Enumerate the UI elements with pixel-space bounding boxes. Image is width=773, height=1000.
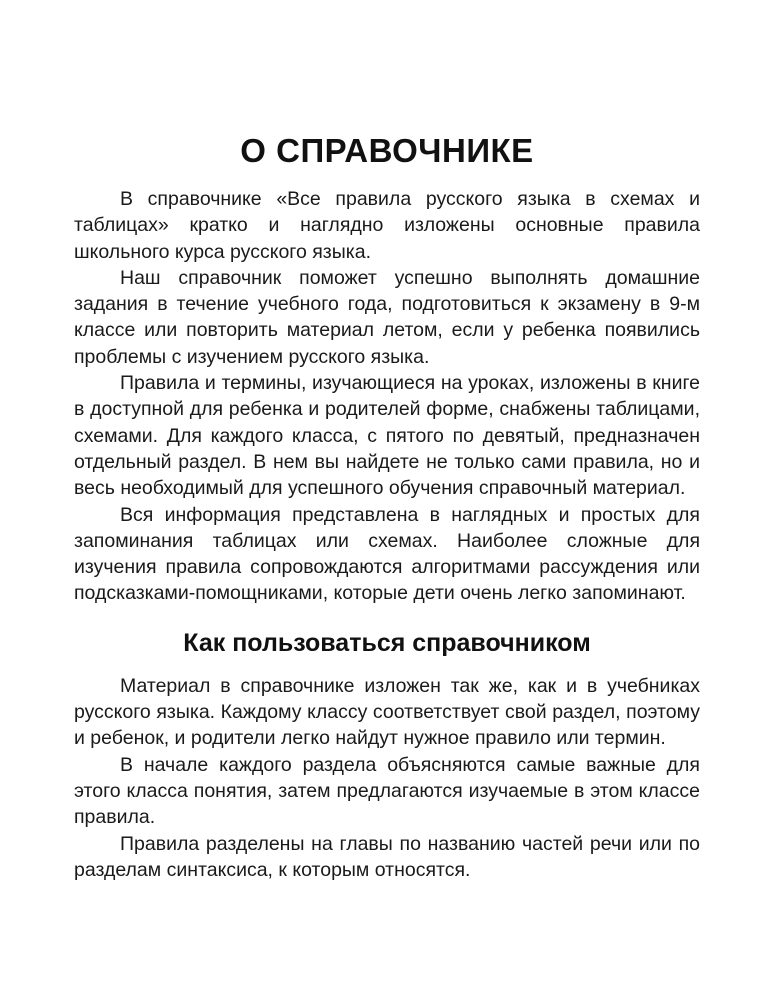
document-page bbox=[74, 128, 700, 883]
intro-paragraph-1: В справочнике «Все правила русского языка в схемах и таблицах» кратко и наглядно изложены основные правила школьного курса русского языка. bbox=[74, 188, 700, 263]
intro-paragraph-3: Правила и термины, изучающиеся на уроках, изложены в книге в доступной для ребенка и родителей форме, снабжены таблицами, схемами. Для каждого класса, с пятого по девятый, предназначен отдельный раздел. В нем вы найдете не только сами правила, но и весь необходимый для успешного обучения справочный материал. bbox=[74, 372, 700, 500]
section-paragraph-2: В начале каждого раздела объясняются самые важные для этого класса понятия, затем предлагаются изучаемые в этом классе правила. bbox=[74, 753, 700, 829]
intro-paragraph-2: Наш справочник поможет успешно выполнять домашние задания в течение учебного года, подготовиться к экзамену в 9-м классе или повторить материал летом, если у ребенка появились проблемы с изучением русского языка. bbox=[74, 266, 700, 368]
page-title: О СПРАВОЧНИКЕ bbox=[240, 132, 534, 169]
section-heading: Как пользоваться справочником bbox=[183, 628, 591, 657]
section-paragraph-1: Материал в справочнике изложен так же, как и в учебниках русского языка. Каждому классу соответствует свой раздел, поэтому и ребенок, и родители легко найдут нужное правило или термин. bbox=[74, 674, 700, 750]
section-paragraph-3: Правила разделены на главы по названию частей речи или по разделам синтаксиса, к которым относятся. bbox=[74, 832, 700, 881]
intro-paragraph-4: Вся информация представлена в наглядных и простых для запоминания таблицах или схемах. Наиболее сложные для изучения правила сопровождаются алгоритмами рассуждения или подсказками-помощниками, которые дети очень легко запоминают. bbox=[74, 503, 700, 605]
